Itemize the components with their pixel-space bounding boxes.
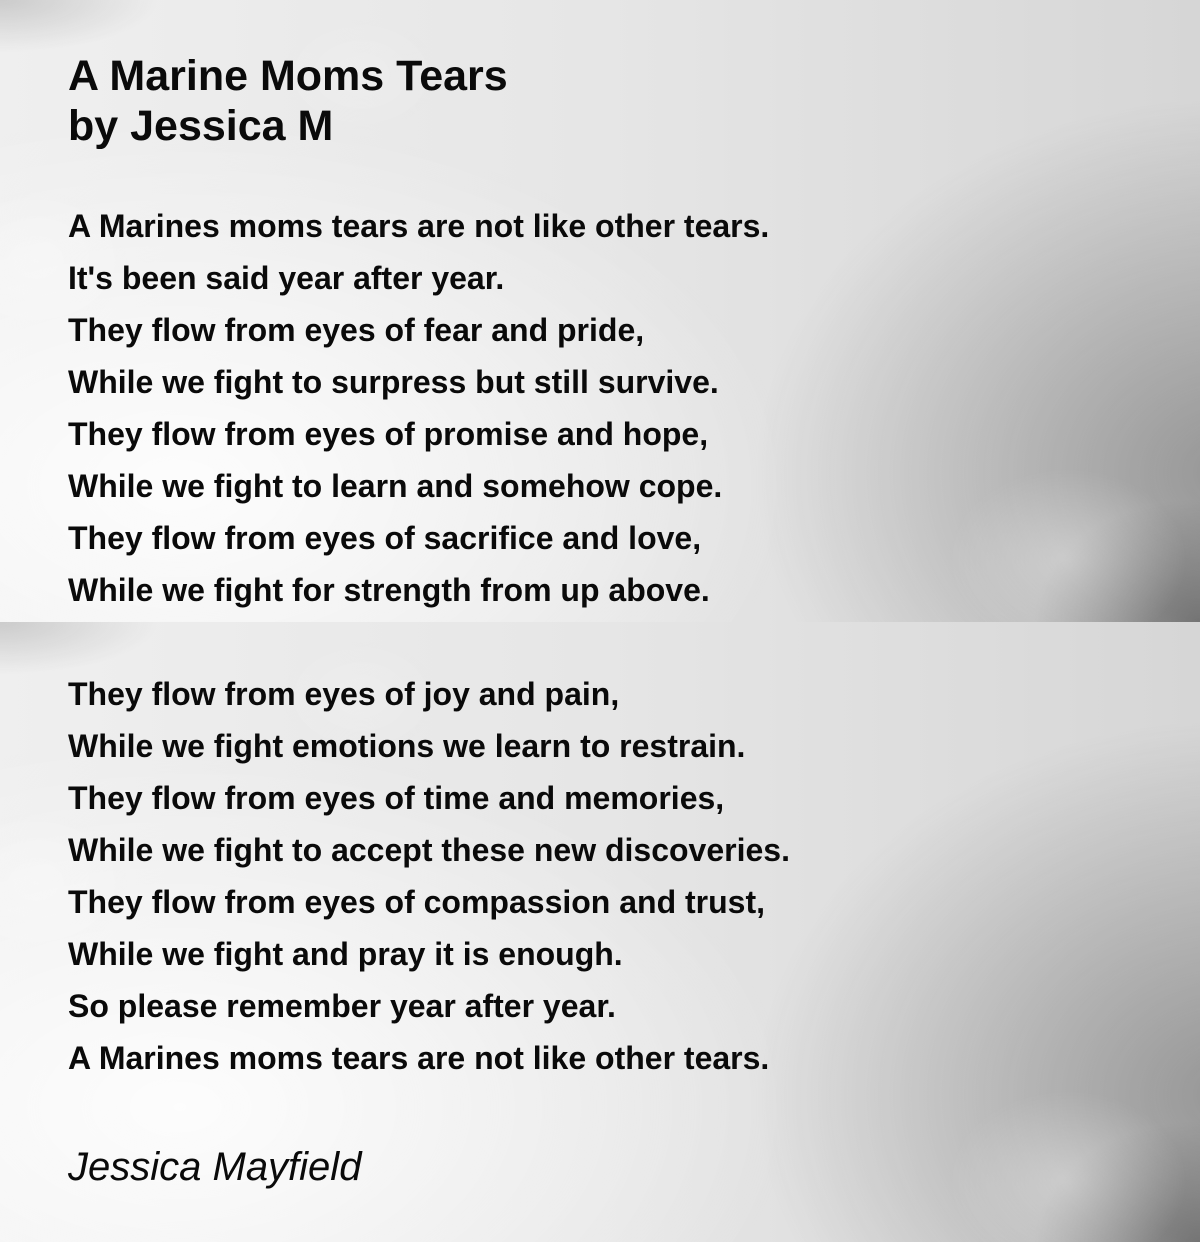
author-signature: Jessica Mayfield [68,1145,362,1189]
poem-title-block [68,51,1068,151]
poem-line: They flow from eyes of sacrifice and love, [68,520,702,556]
poem-line: While we fight emotions we learn to restrain. [68,728,746,764]
poem-title: A Marine Moms Tears [68,52,508,100]
poem-line: So please remember year after year. [68,988,616,1024]
poem-line: They flow from eyes of joy and pain, [68,676,620,712]
poem-line: A Marines moms tears are not like other tears. [68,208,770,244]
poem-line: While we fight to learn and somehow cope. [68,468,723,504]
poem-line: While we fight for strength from up above. [68,572,710,608]
poem-line: They flow from eyes of compassion and trust, [68,884,766,920]
poem-line: A Marines moms tears are not like other tears. [68,1040,770,1076]
stanza-2 [68,668,1118,1084]
poem-line: They flow from eyes of promise and hope, [68,416,709,452]
poem-line: They flow from eyes of fear and pride, [68,312,645,348]
poem-line: It's been said year after year. [68,260,505,296]
poem-line: While we fight to surpress but still survive. [68,364,719,400]
stanza-1 [68,200,1118,616]
poem-byline: by Jessica M [68,102,334,150]
poem-line: While we fight and pray it is enough. [68,936,623,972]
poem-line: They flow from eyes of time and memories, [68,780,725,816]
poem-line: While we fight to accept these new discoveries. [68,832,790,868]
